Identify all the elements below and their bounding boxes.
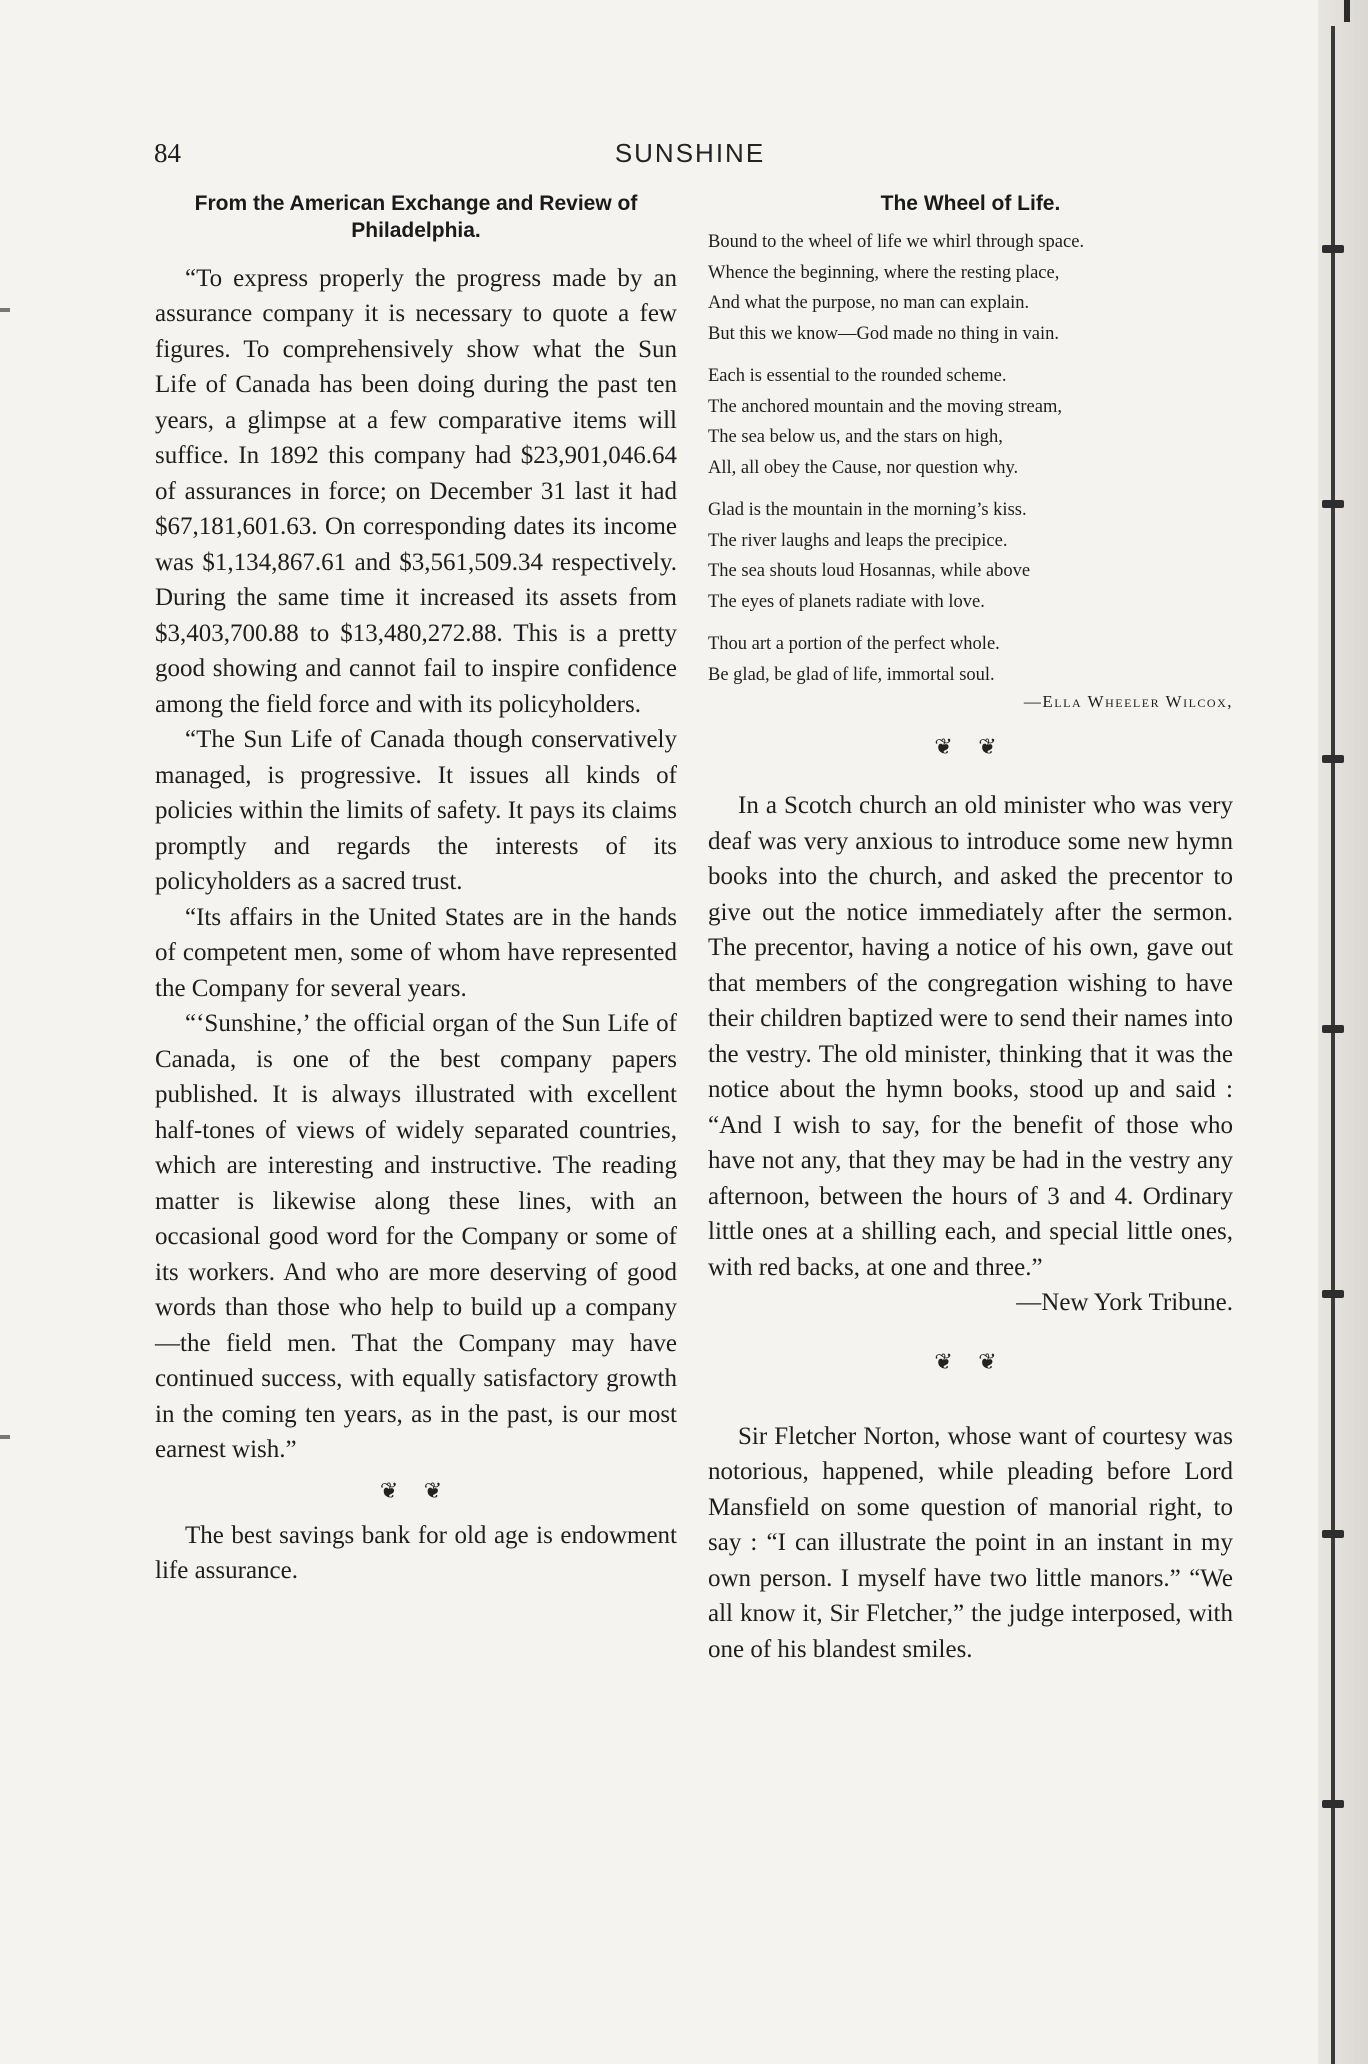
poem-stanza [708,495,1233,617]
article-paragraph: “To express properly the progress made by an assurance company it is necessary to quote a few figures. To comprehensively show what the Sun Life of Canada has been doing during the past ten years, a glimpse at a few comparative items will suffice. In 1892 this company had $23,901,046.64 of assurances in force; on December 31 last it had $67,181,601.63. On corresponding dates its income was $1,134,867.61 and $3,561,509.34 respectively. During the same time it increased its assets from $3,403,700.88 to $13,480,272.88. This is a pretty good showing and cannot fail to inspire confidence among the field force and with its policyholders. [155,264,677,718]
poem-line: Be glad, be glad of life, immortal soul. [708,664,995,685]
section-ornament: ❦ ❦ [379,1477,453,1503]
poem-line: And what the purpose, no man can explain. [708,293,1030,314]
poem-line: Each is essential to the rounded scheme. [708,366,1007,387]
corner-mark [1344,0,1350,22]
edge-mark [0,308,10,312]
poem-line: Bound to the wheel of life we whirl through space. [708,232,1085,253]
article-paragraph: “‘Sunshine,’ the official organ of the Sun Life of Canada, is one of the best company papers published. It is always illustrated with excellent half-tones of views of widely separated countries, which are interesting and instructive. The reading matter is likewise along these lines, with an occasional good word for the Company or some of its workers. And who are more deserving of good words than those who help to build up a company—the field men. That the Company may have continued success, with equally satisfactory growth in the coming ten years, as in the past, is our most earnest wish.” [155,1010,677,1464]
anecdote-paragraph: Sir Fletcher Norton, whose want of courtesy was notorious, happened, while pleading before Lord Mansfield on some question of manorial right, to say : “I can illustrate the point in an instant in my own person. I myself have two little manors.” “We all know it, Sir Fletcher,” the judge interposed, with one of his blandest smiles. [708,1422,1233,1663]
poem-title: The Wheel of Life. [880,192,1061,215]
poem-stanza [708,227,1233,349]
poem-line: The river laughs and leaps the precipice. [708,530,1008,551]
section-ornament: ❦ ❦ [934,1348,1007,1374]
poem-line: Whence the beginning, where the resting place, [708,262,1060,283]
anecdote-attribution: —New York Tribune. [1016,1289,1233,1317]
closing-paragraph: The best savings bank for old age is endowment life assurance. [155,1521,677,1585]
binding-stitch [1322,1530,1344,1538]
poem-line: But this we know—God made no thing in vain. [708,323,1059,344]
edge-mark [0,1435,10,1439]
poem-line: The anchored mountain and the moving stream, [708,396,1062,417]
poem-stanza [708,361,1233,483]
page-number: 84 [154,138,181,168]
page-header [150,138,1230,178]
article-paragraph: “Its affairs in the United States are in the hands of competent men, some of whom have represented the Company for several years. [155,903,677,1002]
binding-stitch [1322,1800,1344,1808]
poem-line: Glad is the mountain in the morning’s kiss. [708,500,1027,521]
poem-line: The eyes of planets radiate with love. [708,591,985,612]
binding-stitch [1322,500,1344,508]
left-column [155,190,677,1589]
poem-attribution: —Ella Wheeler Wilcox, [1023,692,1233,712]
binding-line [1331,26,1335,2064]
poem-line: Thou art a portion of the perfect whole. [708,634,1000,655]
poem-line: The sea below us, and the stars on high, [708,427,1003,448]
binding-stitch [1322,245,1344,253]
article-paragraph: “The Sun Life of Canada though conservatively managed, is progressive. It issues all kinds of policies within the limits of safety. It pays its claims promptly and regards the interests of its policyholders as a sacred trust. [155,726,677,896]
binding-stitch [1322,1025,1344,1033]
article-heading: From the American Exchange and Review of Philadelphia. [194,192,638,243]
poem-line: The sea shouts loud Hosannas, while above [708,561,1031,582]
binding-stitch [1322,755,1344,763]
running-title: SUNSHINE [614,138,766,168]
right-column [708,190,1233,1667]
section-ornament: ❦ ❦ [934,734,1007,760]
binding-stitch [1322,1290,1344,1298]
poem-line: All, all obey the Cause, nor question why. [708,457,1019,478]
poem-stanza [708,629,1233,690]
anecdote-paragraph: In a Scotch church an old minister who was very deaf was very anxious to introduce some new hymn books into the church, and asked the precentor to give out the notice immediately after the sermon. The precentor, having a notice of his own, gave out that members of the congregation wishing to have their children baptized were to send their names into the vestry. The old minister, thinking that it was the notice about the hymn books, stood up and said : “And I wish to say, for the benefit of those who have not any, that they may be had in the vestry any afternoon, between the hours of 3 and 4. Ordinary little ones at a shilling each, and special little ones, with red backs, at one and three.” [708,792,1233,1281]
